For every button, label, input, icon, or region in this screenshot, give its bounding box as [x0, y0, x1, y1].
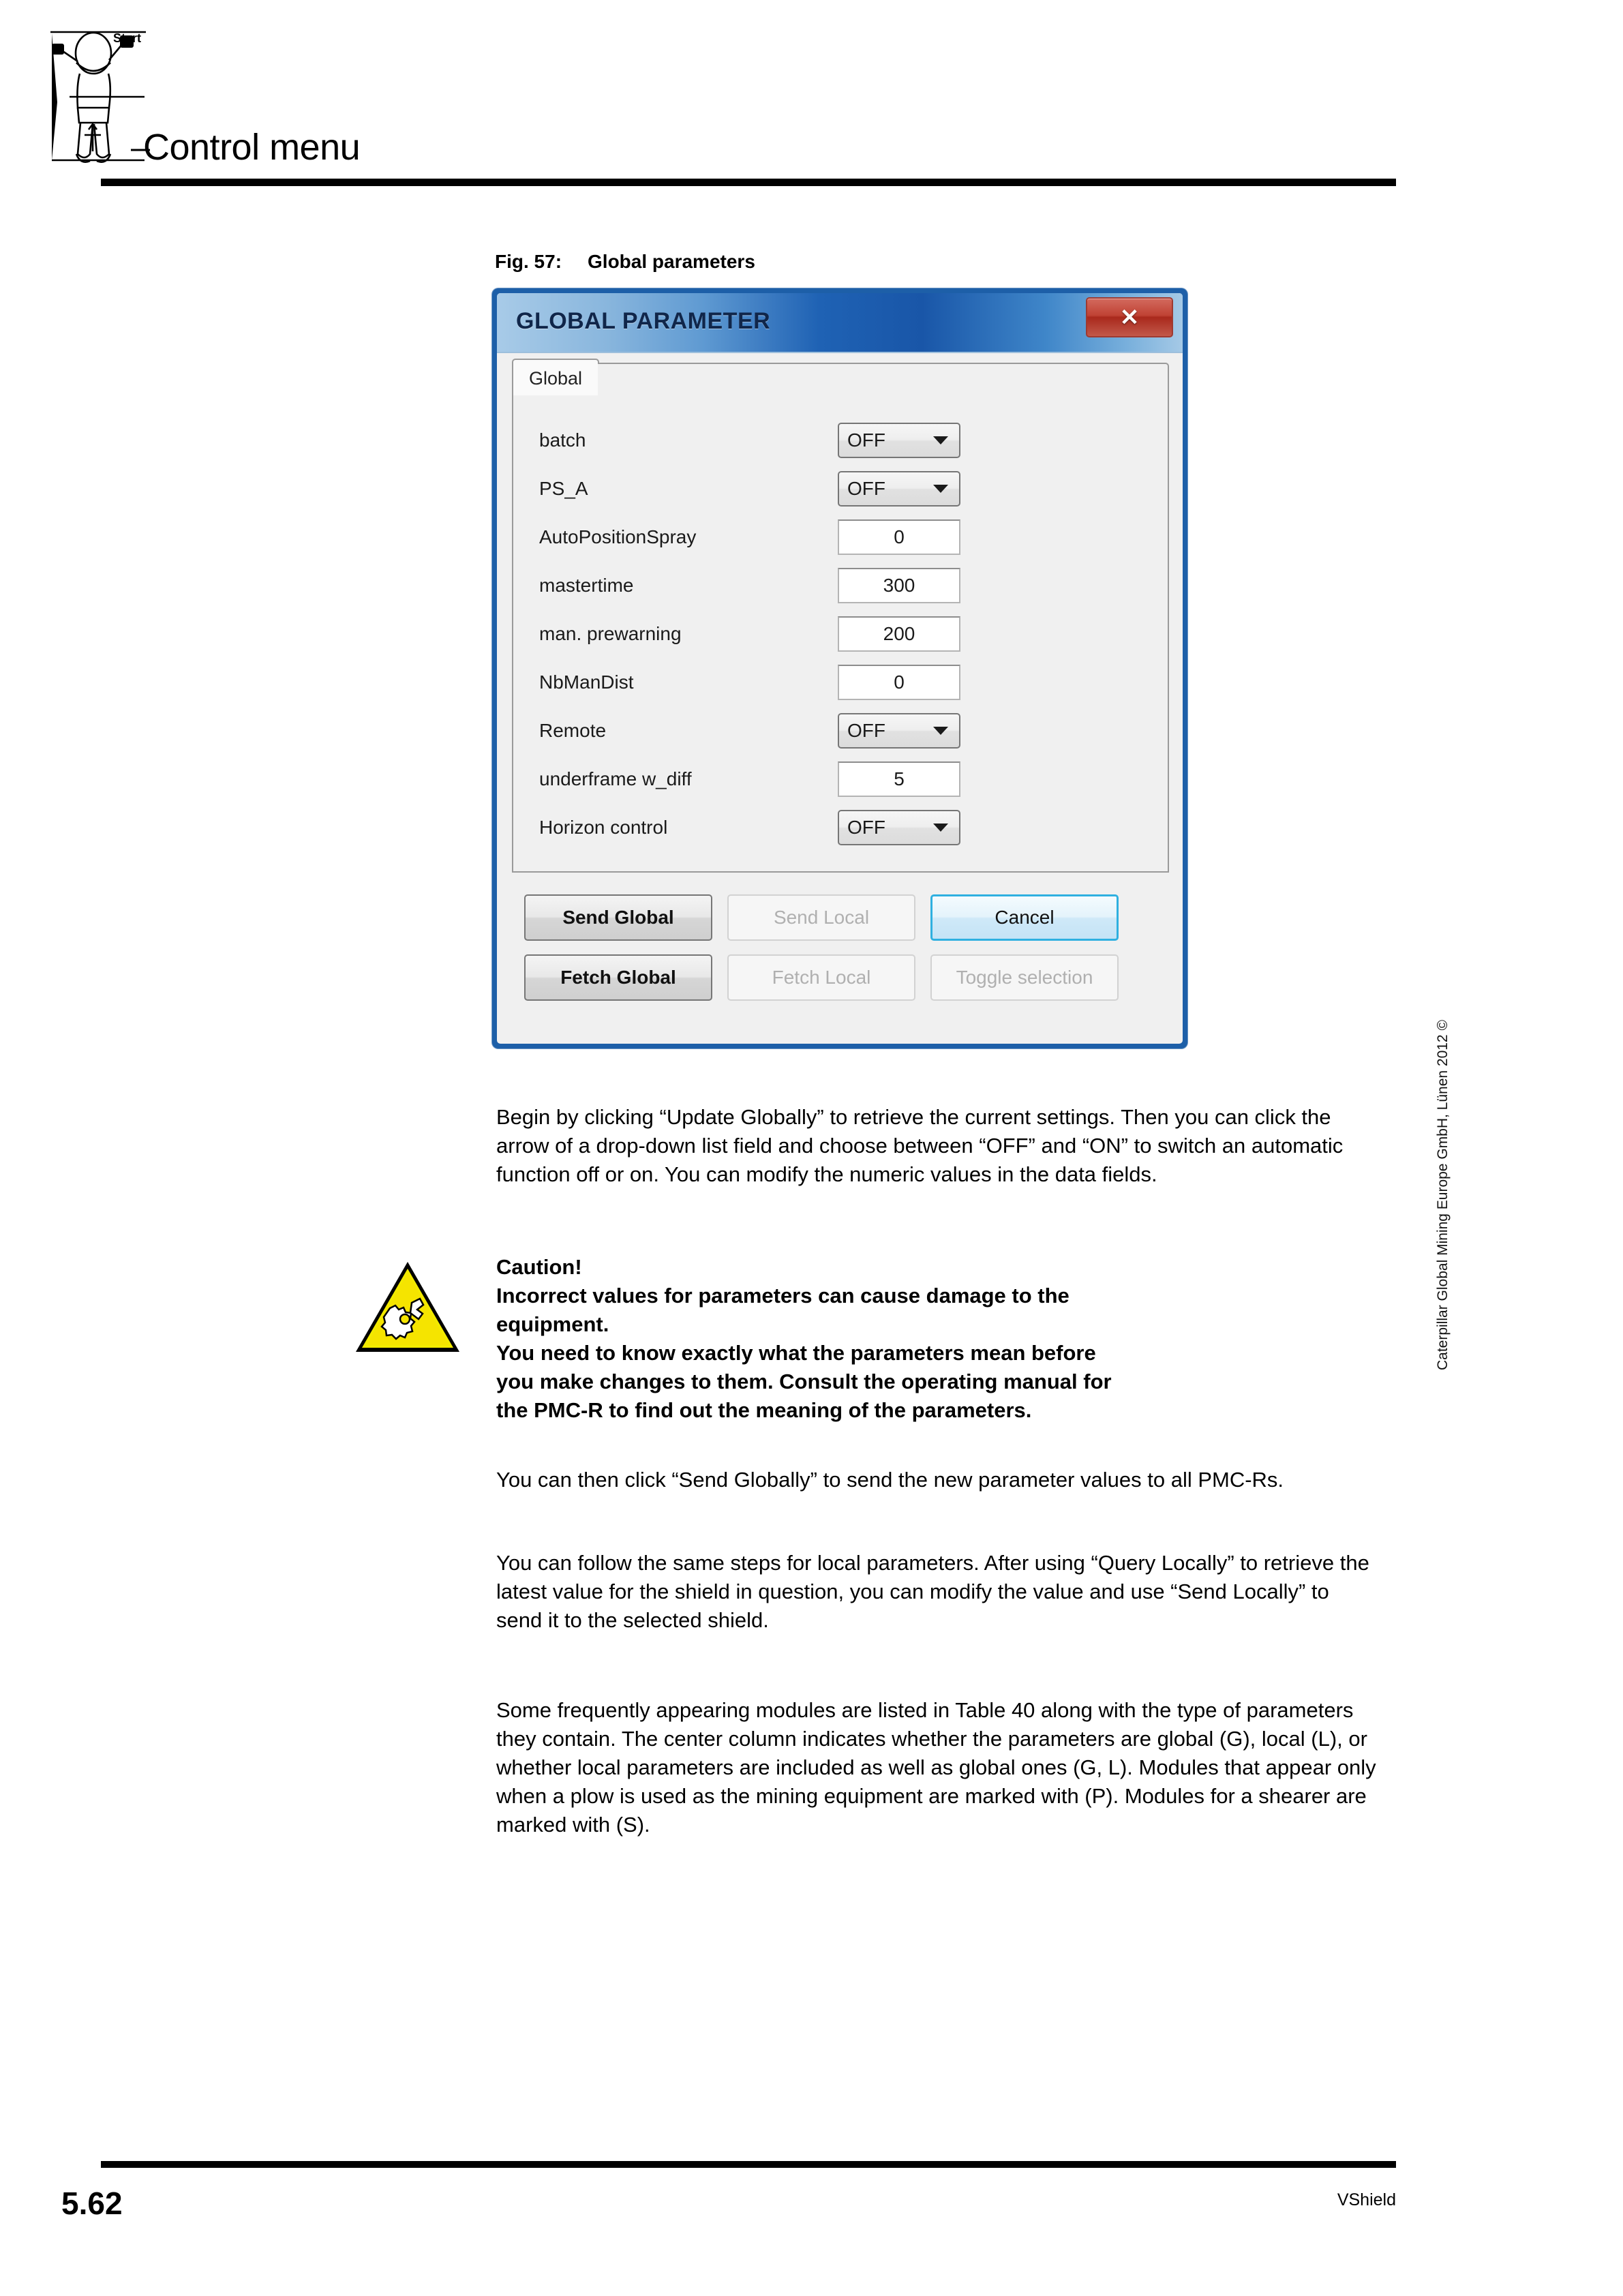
- send-global-label: Send Global: [562, 907, 674, 928]
- pictogram-start-label: Start: [113, 31, 142, 45]
- chevron-down-icon: [933, 727, 948, 735]
- parameter-label: PS_A: [539, 477, 588, 499]
- cancel-button[interactable]: [930, 894, 1119, 941]
- parameter-input-man-prewarning[interactable]: [838, 616, 960, 652]
- cancel-label: Cancel: [995, 907, 1055, 928]
- paragraph-intro: Begin by clicking “Update Globally” to retrieve the current settings. Then you can click the arrow of a drop-down list field and choose between “OFF” and “ON” to switch an automatic function off or on. You can modify the numeric values in the data fields.: [496, 1105, 1344, 1186]
- copyright-notice: Caterpillar Global Mining Europe GmbH, Lünen 2012 ©: [1435, 1020, 1451, 1370]
- paragraph-local-parameters: You can follow the same steps for local parameters. After using “Query Locally” to retrieve the latest value for the shield in question, you can modify the value and use “Send Locally” to send it to the selected shield.: [496, 1551, 1369, 1632]
- figure-caption-text: Global parameters: [588, 251, 755, 272]
- caution-heading: Caution!: [496, 1255, 582, 1279]
- toggle-selection-button: [930, 954, 1119, 1001]
- fetch-global-button[interactable]: [524, 954, 712, 1001]
- warning-triangle-icon: [353, 1258, 462, 1355]
- page-number: 5.62: [61, 2186, 123, 2221]
- header-divider: [101, 179, 1396, 186]
- parameter-label: mastertime: [539, 574, 634, 596]
- tab-global[interactable]: [512, 359, 599, 397]
- fetch-local-button: [727, 954, 915, 1001]
- dropdown-value: OFF: [847, 429, 885, 451]
- paragraph-modules-table: Some frequently appearing modules are listed in Table 40 along with the type of parameters they contain. The center column indicates whether the parameters are global (G), local (L), or whether local parameters are included as well as global ones (G, L). Modules that appear only when a plow is used as the mining equipment are marked with (P). Modules for a shearer are marked with (S).: [496, 1698, 1376, 1837]
- paragraph-send-globally: You can then click “Send Globally” to send the new parameter values to all PMC-Rs.: [496, 1468, 1284, 1492]
- dialog-inner: [497, 293, 1183, 1044]
- product-name: VShield: [1337, 2190, 1396, 2209]
- input-value: 0: [894, 671, 905, 693]
- caution-line-6: the PMC-R to find out the meaning of the parameters.: [496, 1398, 1032, 1422]
- parameter-dropdown-remote[interactable]: [838, 713, 960, 749]
- tab-strip: [512, 359, 1169, 397]
- caution-line-2: Incorrect values for parameters can cause damage to the: [496, 1284, 1070, 1308]
- dropdown-value: OFF: [847, 816, 885, 838]
- tab-strip-filler: [598, 363, 1169, 397]
- parameter-label: Remote: [539, 719, 607, 741]
- close-icon: ✕: [1119, 304, 1140, 331]
- chevron-down-icon: [933, 436, 948, 444]
- chevron-down-icon: [933, 824, 948, 832]
- parameter-row: [539, 513, 1153, 561]
- parameter-input-nbmandist[interactable]: [838, 665, 960, 700]
- parameter-label: Horizon control: [539, 816, 668, 838]
- parameter-row: [539, 609, 1153, 658]
- input-value: 300: [883, 574, 915, 596]
- parameter-input-mastertime[interactable]: [838, 568, 960, 603]
- parameter-row: [539, 803, 1153, 851]
- parameter-row: [539, 658, 1153, 706]
- parameter-dropdown-horizon-control[interactable]: [838, 810, 960, 845]
- tab-global-label: Global: [528, 367, 583, 389]
- input-value: 200: [883, 622, 915, 644]
- toggle-selection-label: Toggle selection: [956, 967, 1093, 988]
- parameter-label: underframe w_diff: [539, 768, 692, 789]
- parameter-dropdown-ps-a[interactable]: [838, 471, 960, 507]
- operator-pictogram-icon: [42, 20, 158, 170]
- close-button[interactable]: [1086, 297, 1173, 337]
- global-parameter-dialog: [492, 288, 1187, 1048]
- caution-line-4: You need to know exactly what the parameters mean before: [496, 1341, 1096, 1365]
- parameter-panel: [512, 395, 1169, 873]
- dropdown-value: OFF: [847, 477, 885, 499]
- dropdown-value: OFF: [847, 719, 885, 741]
- parameter-input-autopositionspray[interactable]: [838, 519, 960, 555]
- fetch-local-label: Fetch Local: [772, 967, 871, 988]
- parameter-input-underframe-w-diff[interactable]: [838, 761, 960, 797]
- input-value: 0: [894, 526, 905, 547]
- parameter-label: NbManDist: [539, 671, 634, 693]
- dialog-title: GLOBAL PARAMETER: [516, 308, 771, 334]
- caution-line-3: equipment.: [496, 1312, 609, 1336]
- figure-caption: [495, 251, 755, 273]
- parameter-row: [539, 464, 1153, 513]
- parameter-row: [539, 561, 1153, 609]
- footer-divider: [101, 2161, 1396, 2168]
- dialog-button-panel: [512, 885, 1169, 1021]
- parameter-label: batch: [539, 429, 586, 451]
- parameter-row: [539, 755, 1153, 803]
- send-global-button[interactable]: [524, 894, 712, 941]
- input-value: 5: [894, 768, 905, 789]
- figure-number: Fig. 57:: [495, 251, 562, 272]
- caution-line-5: you make changes to them. Consult the operating manual for: [496, 1370, 1112, 1393]
- caution-block: [496, 1253, 1380, 1425]
- parameter-row: [539, 416, 1153, 464]
- chevron-down-icon: [933, 485, 948, 493]
- send-local-button: [727, 894, 915, 941]
- fetch-global-label: Fetch Global: [560, 967, 676, 988]
- send-local-label: Send Local: [773, 907, 870, 928]
- page-header: [0, 0, 1623, 198]
- parameter-label: AutoPositionSpray: [539, 526, 697, 547]
- parameter-row: [539, 706, 1153, 755]
- parameter-dropdown-batch[interactable]: [838, 423, 960, 458]
- page-title: Control menu: [143, 127, 361, 168]
- parameter-list: [539, 416, 1153, 851]
- dialog-titlebar[interactable]: [497, 293, 1183, 353]
- parameter-label: man. prewarning: [539, 622, 682, 644]
